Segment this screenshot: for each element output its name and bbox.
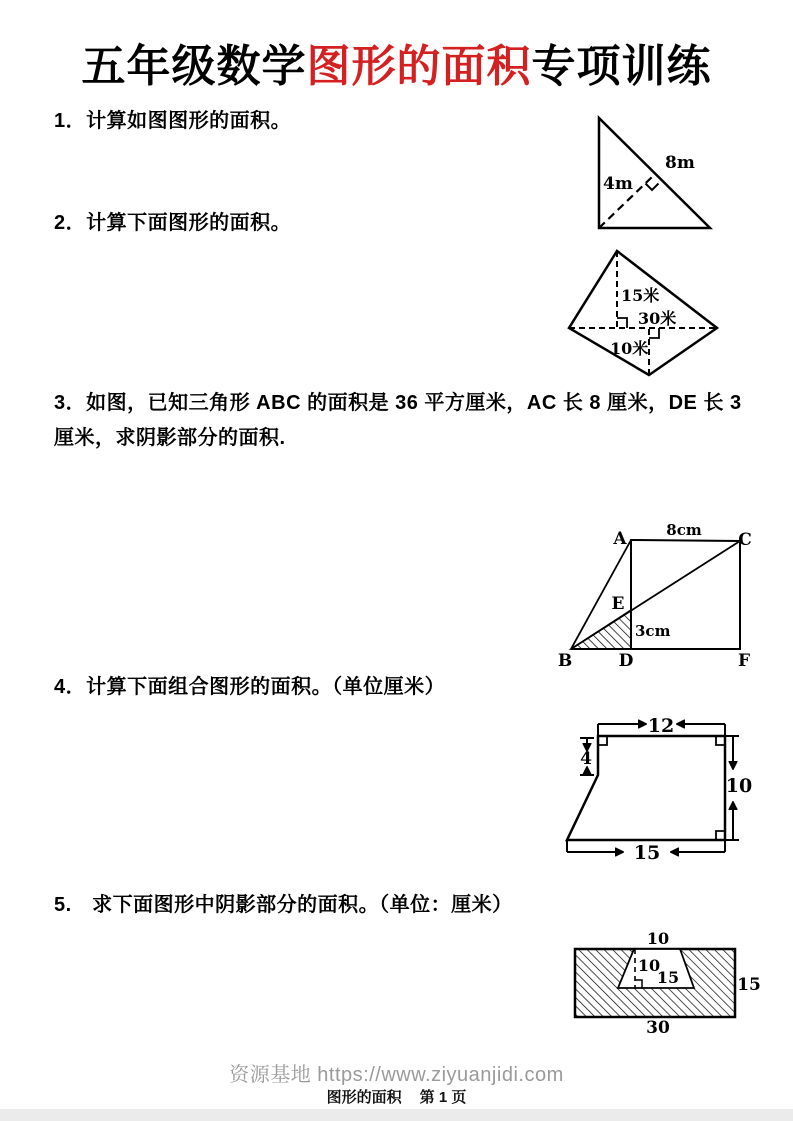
title-prefix: 五年级数学 [81,42,307,91]
fig5-label-rect-width: 30 [646,1018,670,1038]
page-bottom-edge [0,1109,793,1121]
fig2-label-lower-height: 10米 [610,339,649,358]
problem-2-figure [551,240,731,386]
triangle-outline [599,118,710,228]
fig3-label-d: D [618,651,634,671]
fig5-label-trapezoid-bottom: 15 [656,968,680,987]
fig1-label-altitude: 4m [603,174,633,194]
footer-source: 资源基地 https://www.ziyuanjidi.com [229,1064,564,1086]
page-title [0,30,793,94]
right-angle-mark [646,184,659,191]
right-angle-mark-lower [649,328,659,338]
title-suffix: 专项训练 [531,42,712,91]
footer-doc-title: 图形的面积 [326,1089,402,1106]
problem-3-text: 3．如图，已知三角形 ABC 的面积是 36 平方厘米，AC 长 8 厘米，DE 长 3 厘米，求阴影部分的面积. [54,392,748,449]
fig1-label-hypotenuse: 8m [665,153,695,173]
problem-1-figure [588,104,753,244]
fig2-label-upper-height: 15米 [621,286,660,305]
fig3-label-e: E [611,594,625,614]
fig3-label-b: B [557,651,573,671]
problem-4-text: 4．计算下面组合图形的面积。（单位厘米） [54,676,446,698]
problem-5-text: 5. 求下面图形中阴影部分的面积。（单位：厘米） [54,894,513,916]
fig4-label-left: 4 [580,749,592,769]
fig4-label-right: 10 [725,775,753,797]
problem-1-text: 1．计算如图图形的面积。 [54,110,292,132]
fig5-label-rect-height: 15 [737,975,761,995]
fig3-label-c: C [738,530,752,550]
fig3-label-top-edge: 8cm [666,521,702,539]
right-angle-marks [598,736,725,840]
fig3-label-a: A [613,529,627,549]
problem-2-text: 2．计算下面图形的面积。 [54,212,292,234]
fig2-label-diagonal: 30米 [638,309,677,328]
right-angle-mark-upper [617,318,627,328]
problem-5-figure [561,924,776,1042]
problem-3-figure [548,514,770,674]
title-highlight: 图形的面积 [306,42,532,91]
fig5-label-trapezoid-top: 10 [646,929,670,948]
problem-4-figure [551,703,769,868]
fig4-label-bottom: 15 [633,842,661,864]
fig3-label-ed: 3cm [635,622,671,640]
footer-doc-line [0,1086,793,1107]
fig3-label-f: F [737,651,751,671]
footer-page-number: 第 1 页 [419,1089,467,1106]
fig4-label-top: 12 [647,715,675,737]
fig5-label-trapezoid-height: 10 [637,956,661,975]
